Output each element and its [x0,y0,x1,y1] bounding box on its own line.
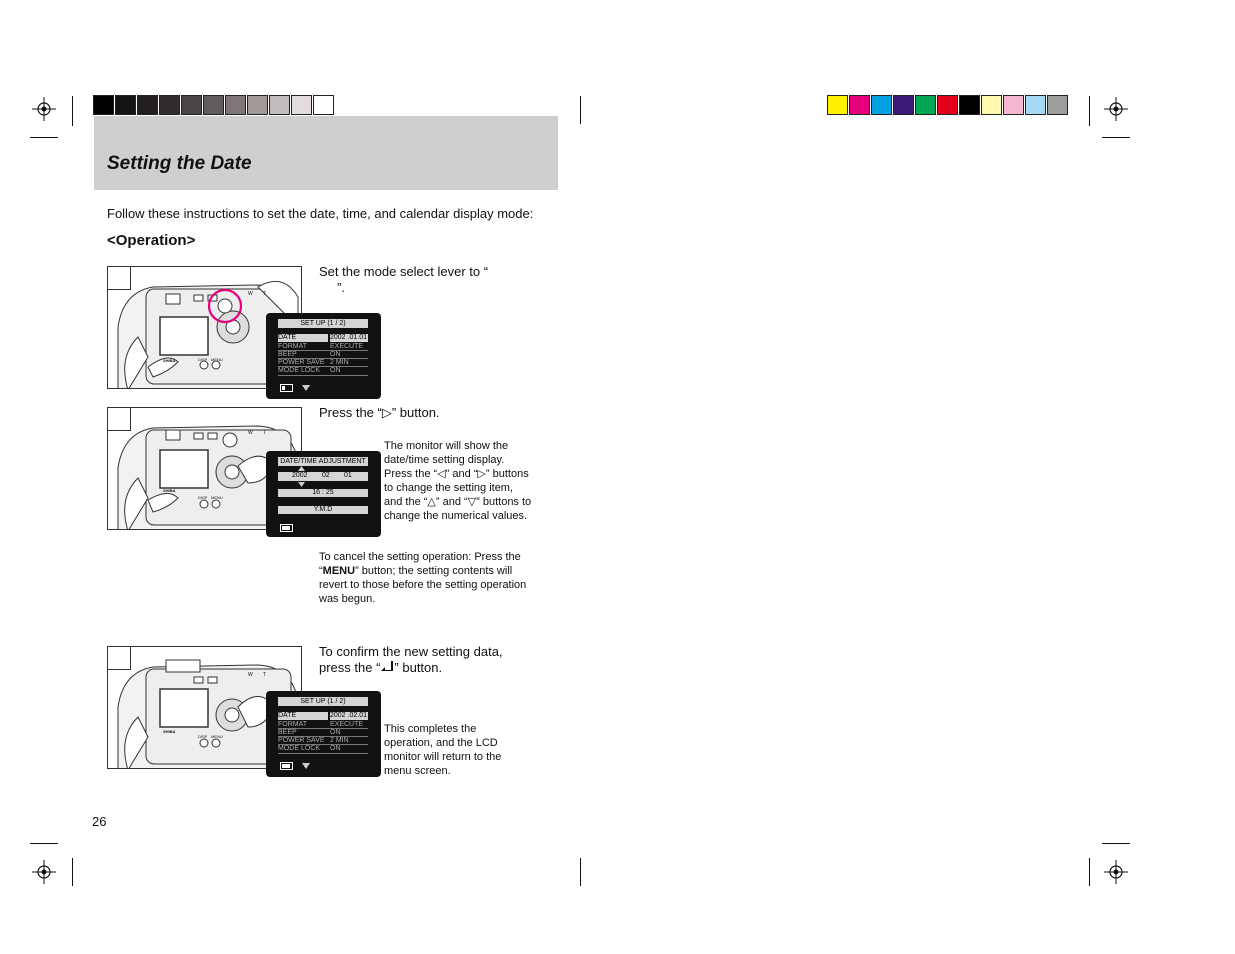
color-swatch [1025,95,1046,115]
color-swatch [871,95,892,115]
lcd-row-label: MODE LOCK [278,367,321,374]
zoom-w-label: W [248,430,253,436]
color-swatch [827,95,848,115]
lcd-date-year: 2002 [292,472,308,479]
step-2-note: The monitor will show the date/time setting display. Press the “◁” and “▷” buttons to change the setting item, and the “△” and “▽” buttons to change the numerical values. [384,440,532,522]
color-swatch [849,95,870,115]
zoom-t-label: T [263,291,267,297]
color-swatch [981,95,1002,115]
battery-icon [280,524,294,532]
step-3-note: This completes the operation, and the LCD monitor will return to the menu screen. [384,723,502,777]
intro-text: Follow these instructions to set the date, time, and calendar display mode: [107,206,534,221]
up-arrow-icon [298,466,305,471]
lcd-row-value: 2002 .02.01 [330,712,367,719]
menu-button-label: MENU [211,734,223,739]
lcd-row-label: DATE [278,712,328,720]
lcd-row-value: ON [330,367,341,374]
registration-mark-icon [1104,860,1128,884]
registration-mark-icon [32,97,56,121]
battery-icon [280,384,294,392]
down-arrow-icon [302,763,310,769]
camera-brand: SHIBA [163,358,176,363]
lcd-row-value: ON [330,745,341,752]
lcd-row-value: ON [330,351,341,358]
down-arrow-icon [302,385,310,391]
menu-button-label: MENU [211,357,223,362]
lcd-date-month: 02 [322,472,330,479]
color-swatch [1047,95,1068,115]
color-swatch [203,95,224,115]
disp-button-label: DISP [198,495,208,500]
lcd-date-time-adjustment [266,451,381,537]
zoom-t-label: T [263,430,267,436]
lcd-format: Y.M.D [278,506,368,514]
lcd-header: SET UP (1 / 2) [278,697,368,706]
lcd-row-label: POWER SAVE [278,359,325,366]
lcd-row-label: BEEP [278,351,297,358]
step-3-instruction: To confirm the new setting data, [319,644,503,659]
battery-icon [280,762,294,770]
color-swatch [959,95,980,115]
operation-heading: <Operation> [107,232,196,249]
registration-mark-icon [1104,97,1128,121]
camera-brand: SHIBA [163,729,176,734]
zoom-t-label: T [263,672,267,678]
camera-brand: SHIBA [163,488,176,493]
registration-mark-icon [32,860,56,884]
lcd-row-value: 2 MIN [330,737,349,744]
color-swatch [1003,95,1024,115]
zoom-w-label: W [248,672,253,678]
lcd-row-label: POWER SAVE [278,737,325,744]
menu-button-label: MENU [211,495,223,500]
step-2-instruction: Press the “▷” button. [319,405,440,420]
color-swatch [225,95,246,115]
color-swatch [893,95,914,115]
step-1-instruction-cont: ”. [337,280,345,295]
step-3-instruction-line2: press the “ ” button. [319,660,443,675]
color-swatch [313,95,334,115]
color-swatch [915,95,936,115]
lcd-setup-menu-before [266,313,381,399]
disp-button-label: DISP [198,734,208,739]
lcd-row-label: MODE LOCK [278,745,321,752]
lcd-row-value: EXECUTE [330,343,364,350]
lcd-time: 16 : 25 [278,489,368,497]
color-swatch [247,95,268,115]
color-swatch [269,95,290,115]
color-swatch [159,95,180,115]
lcd-row-label: FORMAT [278,721,308,728]
step-1-instruction: Set the mode select lever to “ [319,264,489,279]
cancel-note: To cancel the setting operation: Press the “MENU” button; the setting contents will revert to those before the setting operation was begun. [319,551,527,605]
page-number: 26 [92,814,107,829]
lcd-row-value: 2 MIN [330,359,349,366]
color-swatch [181,95,202,115]
lcd-row-label: BEEP [278,729,297,736]
lcd-header: SET UP (1 / 2) [278,319,368,328]
lcd-row-label: DATE [278,334,328,342]
lcd-row-label: FORMAT [278,343,308,350]
color-swatch [137,95,158,115]
lcd-header: DATE/TIME ADJUSTMENT [278,457,368,466]
zoom-w-label: W [248,291,253,297]
color-swatch [93,95,114,115]
lcd-row-value: ON [330,729,341,736]
disp-button-label: DISP [198,357,208,362]
step-number-box [108,408,131,431]
lcd-setup-menu-after [266,691,381,777]
lcd-date-day: 01 [344,472,352,479]
step-number-box [108,267,131,290]
step-number-box [108,647,131,670]
page-title: Setting the Date [107,153,252,174]
color-swatch [115,95,136,115]
down-arrow-icon [298,482,305,487]
enter-icon [380,661,394,673]
color-swatch [291,95,312,115]
lcd-row-value: EXECUTE [330,721,364,728]
lcd-row-value: 2002 .01.01 [330,334,367,341]
color-swatch [937,95,958,115]
